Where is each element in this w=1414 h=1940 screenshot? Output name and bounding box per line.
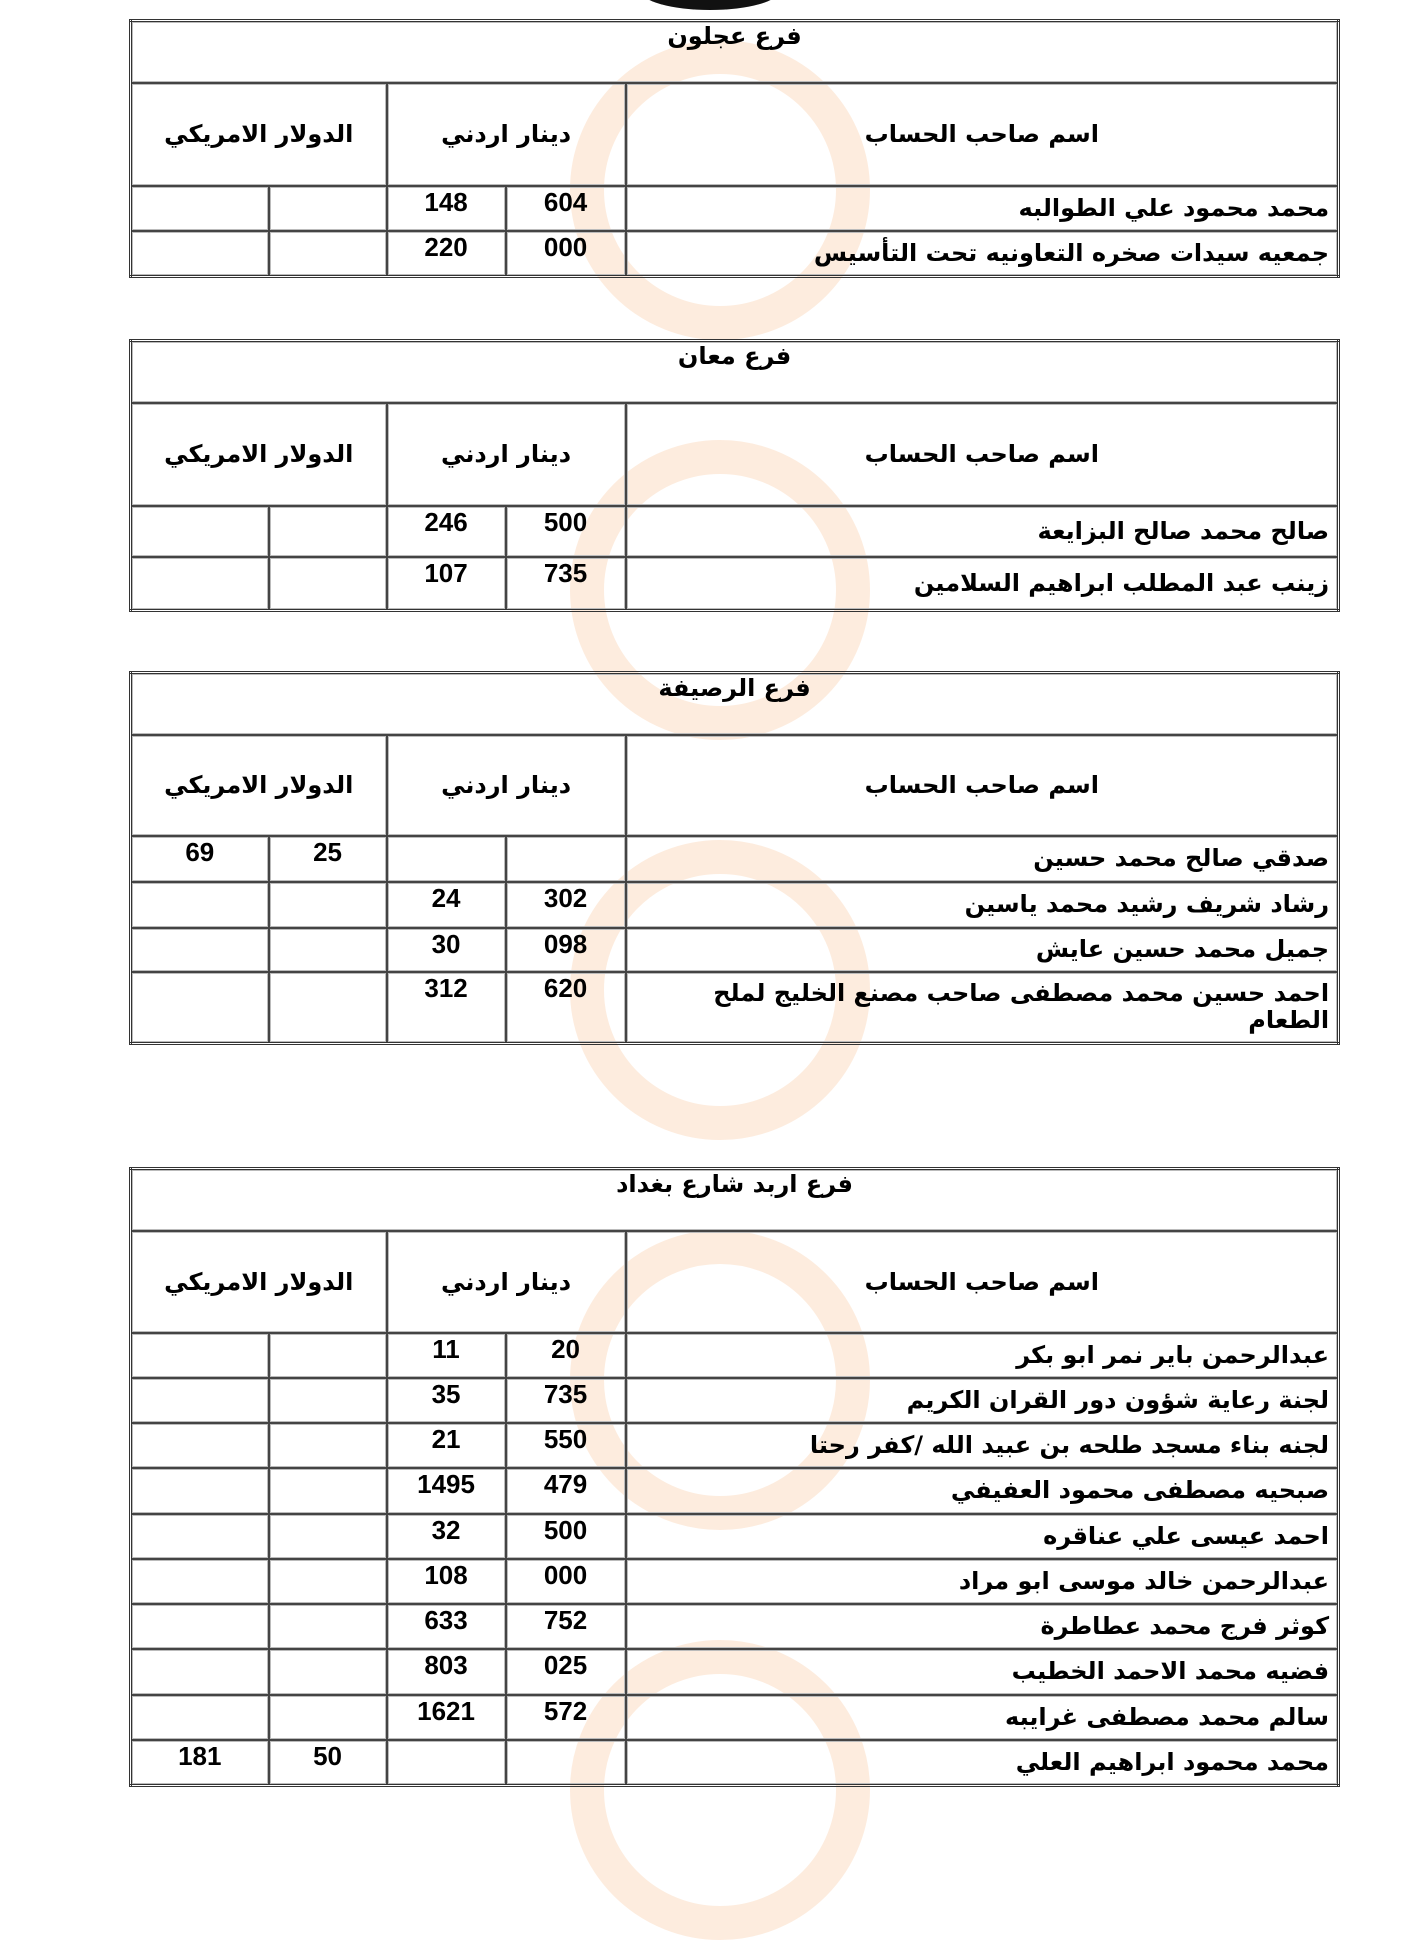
usd-amount-part-1	[269, 1468, 387, 1514]
jod-amount-part-1: 000	[506, 1559, 626, 1604]
column-header-jordanian-dinar: دينار اردني	[387, 1231, 626, 1333]
usd-amount-part-1	[269, 928, 387, 972]
table-row	[131, 1695, 1339, 1740]
table-row	[131, 882, 1339, 928]
jod-amount-part-2: 312	[387, 972, 506, 1044]
column-header-jordanian-dinar: دينار اردني	[387, 83, 626, 186]
usd-amount-part-1	[269, 972, 387, 1044]
usd-amount-part-2	[131, 231, 269, 277]
table-row	[131, 231, 1339, 277]
usd-amount-part-2	[131, 506, 269, 557]
branch-title: فرع الرصيفة	[131, 673, 1339, 735]
jod-amount-part-2: 107	[387, 557, 506, 611]
column-header-account-holder: اسم صاحب الحساب	[626, 1231, 1339, 1333]
usd-amount-part-1	[269, 557, 387, 611]
branch-title: فرع معان	[131, 341, 1339, 403]
jod-amount-part-2: 11	[387, 1333, 506, 1378]
account-holder-name: احمد عيسى علي عناقره	[626, 1514, 1339, 1559]
table-row	[131, 1740, 1339, 1786]
account-holder-name: عبدالرحمن باير نمر ابو بكر	[626, 1333, 1339, 1378]
usd-amount-part-1	[269, 1378, 387, 1423]
table-row	[131, 972, 1339, 1044]
column-header-account-holder: اسم صاحب الحساب	[626, 83, 1339, 186]
account-holder-name: كوثر فرج محمد عطاطرة	[626, 1604, 1339, 1649]
table-row	[131, 1649, 1339, 1695]
jod-amount-part-2: 32	[387, 1514, 506, 1559]
jod-amount-part-2: 803	[387, 1649, 506, 1695]
title-row	[131, 1169, 1339, 1231]
jod-amount-part-1: 604	[506, 186, 626, 231]
account-holder-name: صدقي صالح محمد حسين	[626, 836, 1339, 882]
table-row	[131, 557, 1339, 611]
jod-amount-part-1	[506, 1740, 626, 1786]
jod-amount-part-1: 735	[506, 557, 626, 611]
jod-amount-part-2: 1621	[387, 1695, 506, 1740]
account-holder-name: صبحيه مصطفى محمود العفيفي	[626, 1468, 1339, 1514]
jod-amount-part-1: 000	[506, 231, 626, 277]
account-holder-name: محمد محمود ابراهيم العلي	[626, 1740, 1339, 1786]
usd-amount-part-1: 25	[269, 836, 387, 882]
table-row	[131, 1468, 1339, 1514]
column-header-account-holder: اسم صاحب الحساب	[626, 403, 1339, 506]
column-header-row	[131, 735, 1339, 836]
jod-amount-part-1: 752	[506, 1604, 626, 1649]
column-header-jordanian-dinar: دينار اردني	[387, 403, 626, 506]
usd-amount-part-1	[269, 1423, 387, 1468]
usd-amount-part-2	[131, 1559, 269, 1604]
column-header-row	[131, 403, 1339, 506]
table-row	[131, 506, 1339, 557]
jod-amount-part-1: 620	[506, 972, 626, 1044]
column-header-us-dollar: الدولار الامريكي	[131, 403, 387, 506]
jod-amount-part-1: 025	[506, 1649, 626, 1695]
jod-amount-part-1: 572	[506, 1695, 626, 1740]
usd-amount-part-1	[269, 1695, 387, 1740]
usd-amount-part-1: 50	[269, 1740, 387, 1786]
usd-amount-part-1	[269, 882, 387, 928]
usd-amount-part-1	[269, 231, 387, 277]
account-holder-name: سالم محمد مصطفى غرايبه	[626, 1695, 1339, 1740]
table-row	[131, 928, 1339, 972]
account-holder-name: لجنه بناء مسجد طلحه بن عبيد الله /كفر رحتا	[626, 1423, 1339, 1468]
table-row	[131, 1423, 1339, 1468]
branch-table-maan	[129, 339, 1340, 612]
usd-amount-part-2: 69	[131, 836, 269, 882]
jod-amount-part-2: 30	[387, 928, 506, 972]
table-row	[131, 186, 1339, 231]
usd-amount-part-2	[131, 1423, 269, 1468]
account-holder-name: احمد حسين محمد مصطفى صاحب مصنع الخليج لملح الطعام	[626, 972, 1339, 1044]
column-header-row	[131, 1231, 1339, 1333]
account-holder-name: صالح محمد صالح البزايعة	[626, 506, 1339, 557]
branch-title: فرع عجلون	[131, 21, 1339, 83]
top-edge-shape	[640, 0, 780, 10]
title-row	[131, 673, 1339, 735]
jod-amount-part-1	[506, 836, 626, 882]
table-row	[131, 1378, 1339, 1423]
usd-amount-part-1	[269, 1649, 387, 1695]
branch-title: فرع اربد شارع بغداد	[131, 1169, 1339, 1231]
usd-amount-part-2	[131, 928, 269, 972]
account-holder-name: لجنة رعاية شؤون دور القران الكريم	[626, 1378, 1339, 1423]
jod-amount-part-1: 098	[506, 928, 626, 972]
usd-amount-part-1	[269, 506, 387, 557]
usd-amount-part-2	[131, 1604, 269, 1649]
usd-amount-part-2	[131, 557, 269, 611]
column-header-us-dollar: الدولار الامريكي	[131, 735, 387, 836]
usd-amount-part-2	[131, 1695, 269, 1740]
column-header-us-dollar: الدولار الامريكي	[131, 1231, 387, 1333]
jod-amount-part-1: 479	[506, 1468, 626, 1514]
usd-amount-part-2	[131, 186, 269, 231]
branch-table-irbid	[129, 1167, 1340, 1787]
account-holder-name: زينب عبد المطلب ابراهيم السلامين	[626, 557, 1339, 611]
column-header-us-dollar: الدولار الامريكي	[131, 83, 387, 186]
account-holder-name: رشاد شريف رشيد محمد ياسين	[626, 882, 1339, 928]
jod-amount-part-1: 735	[506, 1378, 626, 1423]
account-holder-name: محمد محمود علي الطوالبه	[626, 186, 1339, 231]
jod-amount-part-2	[387, 1740, 506, 1786]
table-row	[131, 1514, 1339, 1559]
jod-amount-part-1: 500	[506, 1514, 626, 1559]
account-holder-name: فضيه محمد الاحمد الخطيب	[626, 1649, 1339, 1695]
column-header-jordanian-dinar: دينار اردني	[387, 735, 626, 836]
usd-amount-part-1	[269, 1604, 387, 1649]
usd-amount-part-2	[131, 882, 269, 928]
jod-amount-part-2: 21	[387, 1423, 506, 1468]
branch-table-ajloun	[129, 19, 1340, 278]
usd-amount-part-1	[269, 186, 387, 231]
jod-amount-part-1: 20	[506, 1333, 626, 1378]
usd-amount-part-2	[131, 1649, 269, 1695]
usd-amount-part-2	[131, 1378, 269, 1423]
column-header-account-holder: اسم صاحب الحساب	[626, 735, 1339, 836]
account-holder-name: جمعيه سيدات صخره التعاونيه تحت التأسيس	[626, 231, 1339, 277]
usd-amount-part-1	[269, 1559, 387, 1604]
jod-amount-part-1: 302	[506, 882, 626, 928]
table-row	[131, 1559, 1339, 1604]
title-row	[131, 21, 1339, 83]
jod-amount-part-1: 550	[506, 1423, 626, 1468]
jod-amount-part-2: 148	[387, 186, 506, 231]
table-row	[131, 1604, 1339, 1649]
usd-amount-part-2	[131, 1333, 269, 1378]
jod-amount-part-2: 35	[387, 1378, 506, 1423]
branch-table-russeifa	[129, 671, 1340, 1045]
usd-amount-part-2	[131, 972, 269, 1044]
title-row	[131, 341, 1339, 403]
jod-amount-part-2	[387, 836, 506, 882]
jod-amount-part-2: 220	[387, 231, 506, 277]
account-holder-name: عبدالرحمن خالد موسى ابو مراد	[626, 1559, 1339, 1604]
usd-amount-part-1	[269, 1333, 387, 1378]
usd-amount-part-2	[131, 1468, 269, 1514]
column-header-row	[131, 83, 1339, 186]
jod-amount-part-2: 1495	[387, 1468, 506, 1514]
table-row	[131, 836, 1339, 882]
jod-amount-part-2: 24	[387, 882, 506, 928]
jod-amount-part-2: 108	[387, 1559, 506, 1604]
usd-amount-part-2	[131, 1514, 269, 1559]
table-row	[131, 1333, 1339, 1378]
usd-amount-part-1	[269, 1514, 387, 1559]
jod-amount-part-1: 500	[506, 506, 626, 557]
jod-amount-part-2: 246	[387, 506, 506, 557]
account-holder-name: جميل محمد حسين عايش	[626, 928, 1339, 972]
jod-amount-part-2: 633	[387, 1604, 506, 1649]
usd-amount-part-2: 181	[131, 1740, 269, 1786]
